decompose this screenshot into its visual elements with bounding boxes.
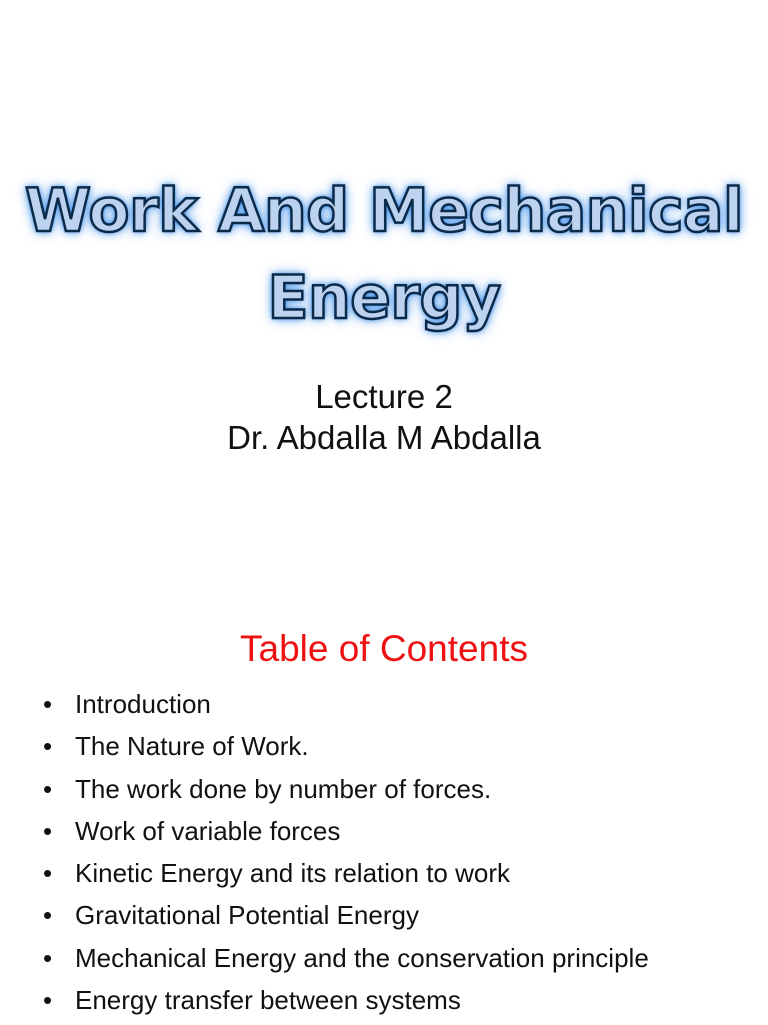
toc-item-text: Work of variable forces	[75, 815, 341, 846]
bullet-icon: •	[43, 858, 53, 889]
toc-item	[0, 687, 768, 729]
bullet-icon: •	[43, 900, 53, 931]
toc-item	[0, 729, 768, 771]
toc-item-text: Kinetic Energy and its relation to work	[75, 858, 510, 889]
toc-item-text: Energy transfer between systems	[75, 985, 461, 1016]
toc-item-text: Mechanical Energy and the conservation principle	[75, 942, 649, 973]
title-line-1: Work And Mechanical	[24, 176, 744, 246]
toc-slide	[0, 560, 768, 1024]
author-name: Dr. Abdalla M Abdalla	[227, 419, 541, 456]
bullet-icon: •	[43, 815, 53, 846]
toc-item-text: Introduction	[75, 689, 211, 719]
toc-list	[0, 687, 768, 1025]
toc-item-text: Gravitational Potential Energy	[75, 900, 419, 931]
title-line-2: Energy	[267, 263, 501, 333]
lecture-number: Lecture 2	[315, 378, 453, 415]
toc-item	[0, 898, 768, 940]
toc-heading: Table of Contents	[240, 628, 528, 669]
bullet-icon: •	[43, 985, 53, 1016]
toc-item	[0, 772, 768, 814]
bullet-icon: •	[43, 731, 53, 762]
toc-item-text: The Nature of Work.	[75, 731, 309, 762]
bullet-icon: •	[43, 942, 53, 973]
toc-item	[0, 856, 768, 898]
bullet-icon: •	[43, 773, 53, 804]
bullet-icon: •	[43, 689, 53, 719]
toc-item	[0, 814, 768, 856]
toc-item-text: The work done by number of forces.	[75, 773, 492, 804]
toc-item	[0, 941, 768, 983]
toc-item	[0, 983, 768, 1025]
